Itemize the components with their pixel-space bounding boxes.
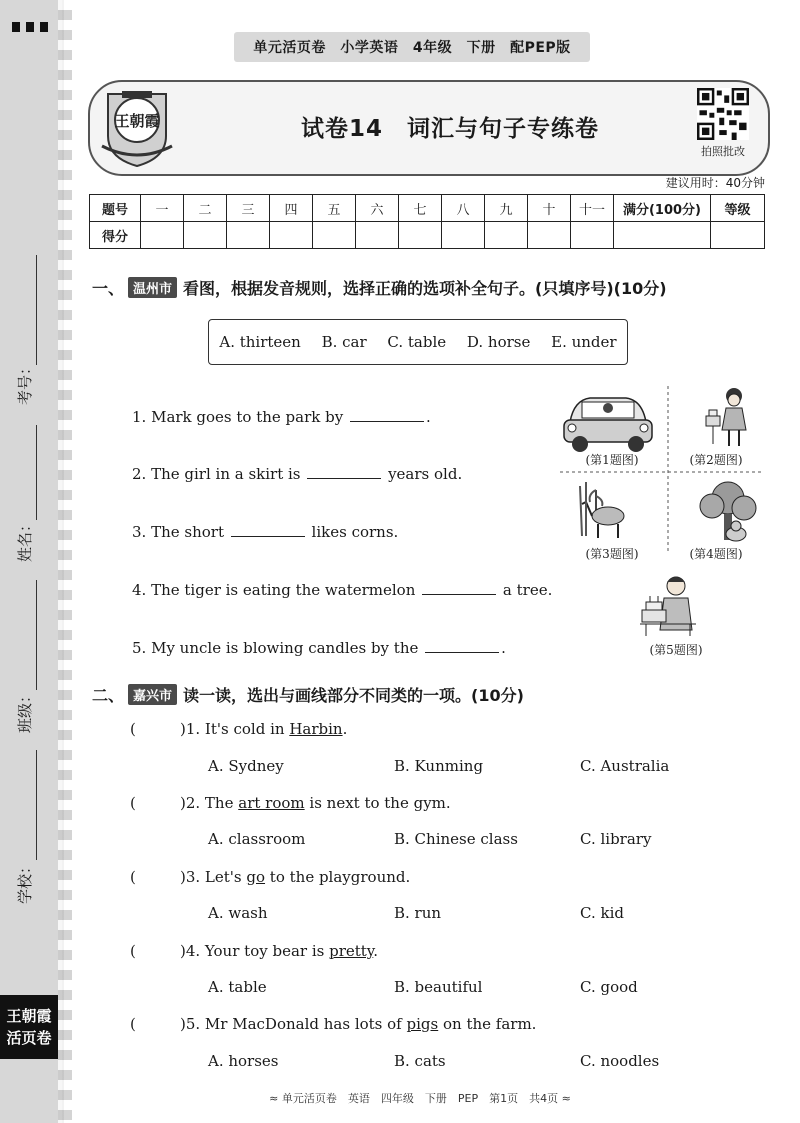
- uncle-candles-picture: [620, 572, 730, 662]
- underlined-word: go: [246, 868, 266, 886]
- school-line[interactable]: [36, 750, 37, 860]
- exam-no-line[interactable]: [36, 255, 37, 365]
- score-col: 五: [313, 195, 356, 222]
- underlined-word: Harbin: [289, 720, 343, 738]
- paper-title: 试卷14 词汇与句子专练卷: [300, 116, 599, 142]
- options-box: [208, 319, 628, 365]
- score-col: 二: [184, 195, 227, 222]
- s1-question-4: 4. The tiger is eating the watermelon a tree.: [132, 581, 553, 599]
- answer-blank[interactable]: [425, 638, 499, 653]
- series-tab: 单元活页卷 小学英语 4年级 下册 配PEP版: [234, 32, 590, 62]
- answer-paren[interactable]: (: [130, 1015, 136, 1033]
- score-col-total: 满分(100分): [614, 195, 711, 222]
- score-col: 八: [442, 195, 485, 222]
- s2-q1-option-b[interactable]: B. Kunming: [394, 757, 484, 775]
- score-cell[interactable]: [614, 222, 711, 249]
- caption-1: (第1题图): [585, 453, 639, 467]
- exam-no-label: 考号：: [16, 359, 34, 405]
- logo-text: 王朝霞: [114, 112, 160, 130]
- score-col: 四: [270, 195, 313, 222]
- score-cell[interactable]: [571, 222, 614, 249]
- option-d: D. horse: [466, 333, 531, 351]
- answer-blank[interactable]: [350, 407, 424, 422]
- score-col-grade: 等级: [711, 195, 765, 222]
- s2-question-2: ( )2. The art room is next to the gym.: [130, 794, 451, 812]
- caption-5: (第5题图): [649, 643, 703, 657]
- corner-mark: [26, 22, 34, 32]
- logo-emblem: [98, 86, 176, 168]
- option-e: E. under: [551, 333, 617, 351]
- s2-question-4: ( )4. Your toy bear is pretty.: [130, 942, 379, 960]
- answer-paren[interactable]: (: [130, 942, 136, 960]
- s1-question-1: 1. Mark goes to the park by .: [132, 408, 431, 426]
- s2-q1-option-c[interactable]: C. Australia: [580, 757, 670, 775]
- score-col: 十: [528, 195, 571, 222]
- s2-q5-option-c[interactable]: C. noodles: [580, 1052, 660, 1070]
- s2-q5-option-b[interactable]: B. cats: [394, 1052, 446, 1070]
- section2-number: 二、: [92, 686, 125, 705]
- underlined-word: pretty: [329, 942, 374, 960]
- s1-question-3: 3. The short likes corns.: [132, 523, 399, 541]
- score-cell[interactable]: [184, 222, 227, 249]
- score-cell[interactable]: [141, 222, 184, 249]
- option-c: C. table: [387, 333, 447, 351]
- suggested-time: 建议用时：40分钟: [665, 176, 765, 190]
- s1-question-2: 2. The girl in a skirt is years old.: [132, 465, 463, 483]
- section1-heading: [92, 276, 667, 299]
- score-table: [89, 194, 765, 249]
- score-cell[interactable]: [313, 222, 356, 249]
- score-row1-label: 题号: [90, 195, 141, 222]
- s2-question-3: ( )3. Let's go to the playground.: [130, 868, 411, 886]
- s2-q3-option-c[interactable]: C. kid: [580, 904, 624, 922]
- section1-number: 一、: [92, 279, 125, 298]
- answer-blank[interactable]: [422, 580, 496, 595]
- answer-blank[interactable]: [307, 464, 381, 479]
- answer-paren[interactable]: (: [130, 794, 136, 812]
- s2-q2-option-c[interactable]: C. library: [580, 830, 652, 848]
- answer-blank[interactable]: [231, 522, 305, 537]
- s2-q1-option-a[interactable]: A. Sydney: [208, 757, 284, 775]
- section2-city-tag: 嘉兴市: [128, 684, 177, 705]
- school-label: 学校：: [16, 858, 34, 904]
- class-line[interactable]: [36, 580, 37, 690]
- qr-caption: 拍照批改: [701, 145, 745, 158]
- score-cell[interactable]: [356, 222, 399, 249]
- score-cell[interactable]: [711, 222, 765, 249]
- score-cell[interactable]: [227, 222, 270, 249]
- page-footer: ≈ 单元活页卷 英语 四年级 下册 PEP 第1页 共4页 ≈: [269, 1092, 571, 1105]
- option-a: A. thirteen: [219, 333, 301, 351]
- name-line[interactable]: [36, 425, 37, 520]
- brand-box: [0, 995, 58, 1059]
- s2-question-5: ( )5. Mr MacDonald has lots of pigs on the farm.: [130, 1015, 537, 1033]
- answer-paren[interactable]: (: [130, 868, 136, 886]
- corner-mark: [12, 22, 20, 32]
- s2-q4-option-c[interactable]: C. good: [580, 978, 638, 996]
- s2-q3-option-b[interactable]: B. run: [394, 904, 442, 922]
- score-table-score-row: [90, 222, 765, 249]
- qr-code-icon[interactable]: [697, 88, 749, 140]
- s2-q2-option-a[interactable]: A. classroom: [208, 830, 306, 848]
- picture-grid: [556, 382, 766, 572]
- corner-mark: [40, 22, 48, 32]
- caption-2: (第2题图): [689, 453, 743, 467]
- brand-line2: 活页卷: [6, 1029, 52, 1047]
- score-col: 七: [399, 195, 442, 222]
- underlined-word: pigs: [406, 1015, 439, 1033]
- s2-q4-option-b[interactable]: B. beautiful: [394, 978, 483, 996]
- score-cell[interactable]: [485, 222, 528, 249]
- s2-q5-option-a[interactable]: A. horses: [208, 1052, 279, 1070]
- tiger-under-tree-picture: [700, 482, 756, 541]
- score-cell[interactable]: [399, 222, 442, 249]
- score-col: 六: [356, 195, 399, 222]
- section1-instruction: 看图，根据发音规则，选择正确的选项补全句子。(只填序号)(10分): [183, 279, 667, 298]
- underlined-word: art room: [238, 794, 305, 812]
- s2-q4-option-a[interactable]: A. table: [208, 978, 267, 996]
- answer-paren[interactable]: (: [130, 720, 136, 738]
- s1-question-5: 5. My uncle is blowing candles by the .: [132, 639, 506, 657]
- girl-with-cake-picture: [706, 388, 746, 446]
- class-label: 班级：: [16, 687, 34, 733]
- section2-heading: [92, 683, 524, 706]
- horse-picture: [580, 482, 624, 538]
- binding-edge: [58, 0, 72, 1123]
- caption-4: (第4题图): [689, 547, 743, 561]
- name-label: 姓名：: [16, 516, 34, 562]
- score-cell[interactable]: [442, 222, 485, 249]
- score-col: 十一: [571, 195, 614, 222]
- section1-city-tag: 温州市: [128, 277, 177, 298]
- car-picture: [564, 398, 652, 452]
- score-cell[interactable]: [270, 222, 313, 249]
- s2-q2-option-b[interactable]: B. Chinese class: [394, 830, 518, 848]
- score-col: 三: [227, 195, 270, 222]
- score-col: 九: [485, 195, 528, 222]
- score-col: 一: [141, 195, 184, 222]
- caption-3: (第3题图): [585, 547, 639, 561]
- score-cell[interactable]: [528, 222, 571, 249]
- brand-line1: 王朝霞: [6, 1006, 52, 1025]
- section2-instruction: 读一读，选出与画线部分不同类的一项。(10分): [183, 686, 524, 705]
- s2-q3-option-a[interactable]: A. wash: [208, 904, 268, 922]
- s2-question-1: ( )1. It's cold in Harbin.: [130, 720, 348, 738]
- score-table-header-row: [90, 195, 765, 222]
- score-row2-label: 得分: [90, 222, 141, 249]
- option-b: B. car: [321, 333, 367, 351]
